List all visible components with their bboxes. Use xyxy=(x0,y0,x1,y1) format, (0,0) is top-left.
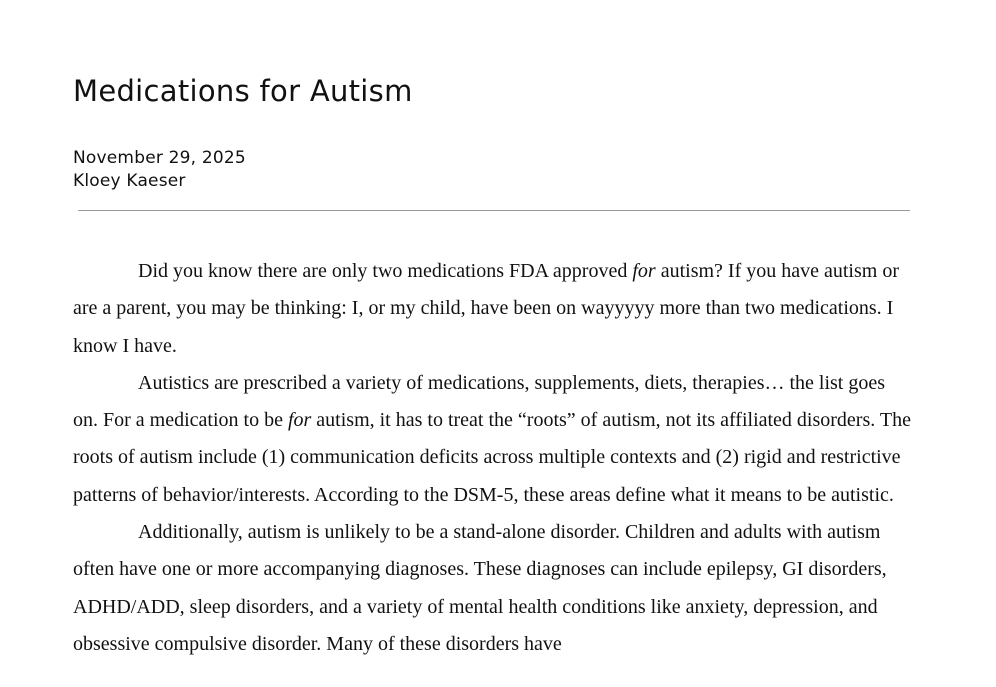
paragraph-1-text-end: autism? If you have autism or are a parent, you may be thinking: I, or my child, have been on wayyyyy more than two medications. I know I have. xyxy=(73,260,899,357)
paragraph-2 xyxy=(73,365,913,514)
paragraph-2-emphasis: for xyxy=(287,409,312,432)
paragraph-1-emphasis: for xyxy=(632,260,656,282)
article-meta xyxy=(73,147,246,193)
paragraph-1 xyxy=(73,253,913,365)
article-author: Kloey Kaeser xyxy=(73,171,186,191)
paragraph-2-text-start: Autistics are prescribed a variety of medications, supplements, diets, therapies… the list goes on. For a medication to be xyxy=(73,371,886,432)
header-divider xyxy=(78,210,910,211)
article-date: November 29, 2025 xyxy=(73,148,246,168)
paragraph-3: Additionally, autism is unlikely to be a stand-alone disorder. Children and adults with autism often have one or more accompanying diagnoses. These diagnoses can include epilepsy, GI disorders, ADHD/ADD, sleep disorders, and a variety of mental health conditions like anxiety, depression, and obsessive compulsive disorder. Many of these disorders have xyxy=(73,521,887,655)
article-title: Medications for Autism xyxy=(73,74,413,108)
article-body xyxy=(73,253,913,663)
paragraph-2-text-end: autism, it has to treat the “roots” of autism, not its affiliated disorders. The roots of autism include (1) communication deficits across multiple contexts and (2) rigid and restrictive patterns of behavior/interests. According to the DSM-5, these areas define what it means to be autistic. xyxy=(73,409,911,506)
paragraph-1-text-start: Did you know there are only two medications FDA approved xyxy=(138,260,633,282)
